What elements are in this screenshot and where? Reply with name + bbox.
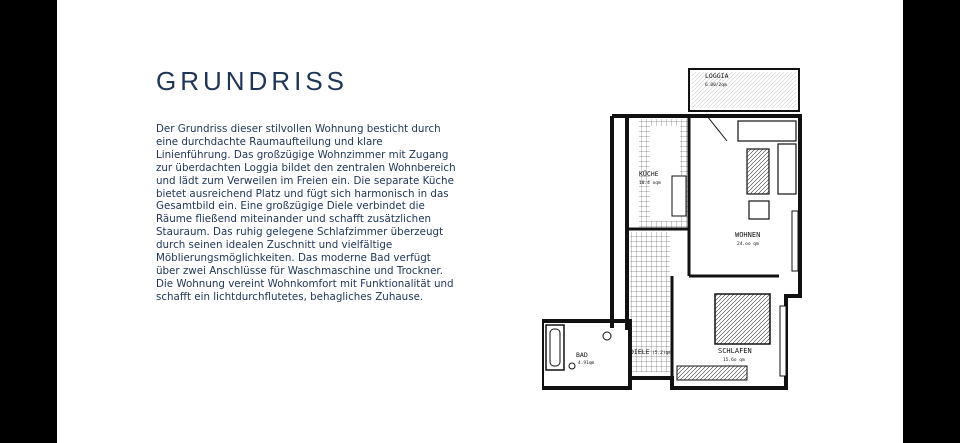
- room-label-bedroom: SCHLAFEN: [718, 347, 752, 355]
- room-area-living: 24.oo qm: [737, 242, 759, 247]
- room-area-hall: (5.2)qm: [652, 351, 671, 356]
- description-paragraph: Der Grundriss dieser stilvollen Wohnung besticht durch eine durchdachte Raumaufteilung und klare Linienführung. Das großzügige Wohnzimmer mit Zugang zur überdachten Loggia bildet den zentralen Wohnbereich und lädt zum Verweilen im Freien ein. Die separate Küche bietet ausreichend Platz und fügt sich harmonisch in das Gesamtbild ein. Eine großzügige Diele verbindet die Räume fließend miteinander und schafft zusätzlichen Stauraum. Das ruhig gelegene Schlafzimmer überzeugt durch seinen idealen Zuschnitt und vielfältige Möblierungsmöglichkeiten. Das moderne Bad verfügt über zwei Anschlüsse für Waschmaschine und Trockner. Die Wohnung vereint Wohnkomfort mit Funktionalität und schafft ein lichtdurchflutetes, behagliches Zuhause.: [156, 123, 456, 303]
- room-label-hall: DIELE: [630, 348, 650, 356]
- room-area-kitchen: 10.4 oqm: [639, 181, 661, 186]
- page-title: GRUNDRISS: [156, 66, 349, 96]
- room-area-loggia: 6.00/2qm: [705, 83, 727, 88]
- room-label-loggia: LOGGIA: [705, 72, 729, 80]
- room-area-bathroom: 4.91qm: [578, 361, 595, 366]
- room-label-kitchen: KÜCHE: [639, 170, 659, 178]
- floor-plan: [542, 66, 802, 390]
- document-page: [57, 0, 903, 443]
- room-label-bathroom: BAD: [576, 351, 588, 359]
- bedroom-room: [677, 294, 786, 380]
- room-area-bedroom: 15.6o qm: [723, 358, 745, 363]
- living-room-furniture: [707, 116, 798, 271]
- room-label-living: WOHNEN: [735, 231, 761, 239]
